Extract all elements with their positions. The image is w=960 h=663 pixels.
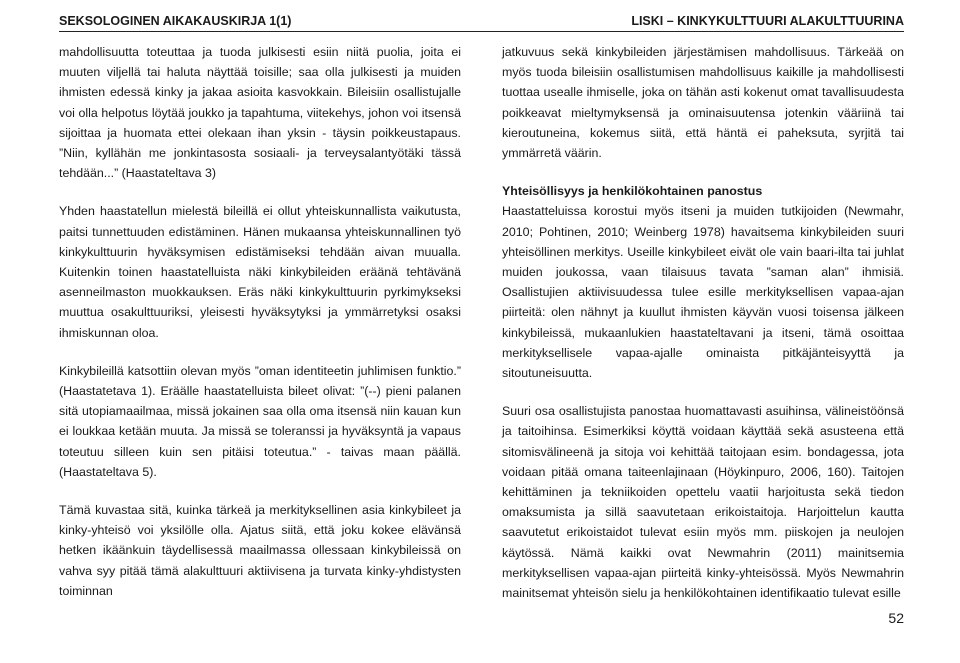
running-header bbox=[59, 11, 904, 31]
section-title: LISKI – KINKYKULTTUURI ALAKULTTUURINA bbox=[631, 14, 904, 28]
left-paragraph-3: Kinkybileillä katsottiin olevan myös ”oman identiteetin juhlimisen funktio.” (Haastatetava 1). Eräälle haastatelluista bileet olivat: ”(--) pieni palanen sitä utopiamaailmaa, missä jokainen saa olla oma itsensä niin kauan kun ei loukkaa ketään muuta. Ja missä se toleranssi ja hyväksyntä ja vapaus toteutuu silleen kuin sen pitäisi toteutua.” - taivas maan päällä. (Haastateltava 5). bbox=[59, 363, 461, 479]
left-paragraph-2: Yhden haastatellun mielestä bileillä ei ollut yhteiskunnallista vaikutusta, paitsi tunnettuuden edistäminen. Hänen mukaansa yhteiskunnallinen työ kinkykulttuurin hyväksymisen edistämiseksi tehdään aivan muualla. Kuitenkin toinen haastatelluista näki kinkybileiden eräänä tehtävänä asenneilmaston muokkauksen. Eräs näki kinkykulttuurin pyrkimykseksi muuttua osakulttuuriksi, yleisesti hyväksytyksi ja ymmärretyksi osaksi ihmiskunnan oloa. bbox=[59, 204, 461, 340]
right-paragraph-3: Suuri osa osallistujista panostaa huomattavasti asuihinsa, välineistöönsä ja taitoihinsa. Esimerkiksi köyttä voidaan käyttää sekä asusteena että sitomisvälineenä ja sitoja voi kehittää taitojaan esim. bondagessa, jota voidaan pitää omana taiteenlajinaan (Höykinpuro, 2006, 160). Taitojen kehittäminen ja tekniikoiden opettelu vaatii harjoitusta sekä tiedon omaksumista ja sillä saavutetaan erikoistaitoja. Harjoittelun kautta saavutetut erikoistaidot tulevat esiin myös mm. piiskojen ja neulojen käytössä. Nämä kaikki ovat Newmahrin (2011) mainitsemia merkityksellisen vapaa-ajan piirteitä kinky-yhteisössä. Myös Newmahrin mainitsemat yhteisön sielu ja henkilökohtainen identifikaatio tulevat esille bbox=[502, 404, 904, 601]
right-column bbox=[502, 42, 904, 603]
left-paragraph-1: mahdollisuutta toteuttaa ja tuoda julkisesti esiin niitä puolia, joita ei muuten viljellä tai haluta näyttää toisille; saa olla julkisesti ja muiden ihmisten edessä kinky ja jakaa asioita kasvokkain. Bileisiin osallistujalle voi olla helpotus löytää joukko ja tapahtuma, viitekehys, johon voi itsensä sijoittaa ja huomata ettei olekaan ihan yksin - täysin poikkeustapaus. ”Niin, kyllähän me jonkintasosta sosiaali- ja terveysalantyötäki tässä tehdään...” (Haastateltava 3) bbox=[59, 45, 461, 181]
left-paragraph-4: Tämä kuvastaa sitä, kuinka tärkeä ja merkityksellinen asia kinkybileet ja kinky-yhteisö voi yksilölle olla. Ajatus siitä, että joku kokee elävänsä hetken ikäänkuin täydellisessä maailmassa ollessaan kinkybileissä on vahva syy pitää tämä alakulttuuri aktiivisena ja turvata kinky-yhdistysten toiminnan bbox=[59, 503, 461, 598]
journal-title: SEKSOLOGINEN AIKAKAUSKIRJA 1(1) bbox=[59, 14, 292, 28]
section-heading: Yhteisöllisyys ja henkilökohtainen panostus bbox=[502, 184, 763, 199]
page-number: 52 bbox=[888, 610, 904, 626]
right-paragraph-2: Haastatteluissa korostui myös itseni ja muiden tutkijoiden (Newmahr, 2010; Pohtinen, 2010; Weinberg 1978) havaitsema kinkybileiden suuri yhteisöllinen merkitys. Useille kinkybileet eivät ole vain baari-ilta tai juhlat muiden joukossa, vaan tilaisuus tavata ”saman alan” ihmisiä. Osallistujien aktiivisuudessa tulee esille merkityksellisen vapaa-ajan piirteitä: olen nähnyt ja kuullut ihmisten käyvän vuosi toisensa jälkeen kinkybileissä, mukaanlukien haastateltavani ja itseni, tämä osoittaa merkityksellisele vapaa-ajalle ominaista pitkäjänteisyyttä ja sitoutuneisuutta. bbox=[502, 204, 904, 381]
right-paragraph-1: jatkuvuus sekä kinkybileiden järjestämisen mahdollisuus. Tärkeää on myös tuoda bileisiin osallistumisen mahdollisuus kaikille ja mahdollisesti tuottaa usealle ihmiselle, joka on tähän asti kokenut omat tavallisuudesta poikkeavat mieltymyksensä ja ominaisuutensa jotenkin vääriinä tai kieroutuneina, kokemus siitä, että häntä ei paheksuta, syrjitä tai ymmärretä väärin. bbox=[502, 45, 904, 161]
left-column bbox=[59, 42, 461, 601]
header-divider bbox=[59, 31, 904, 32]
